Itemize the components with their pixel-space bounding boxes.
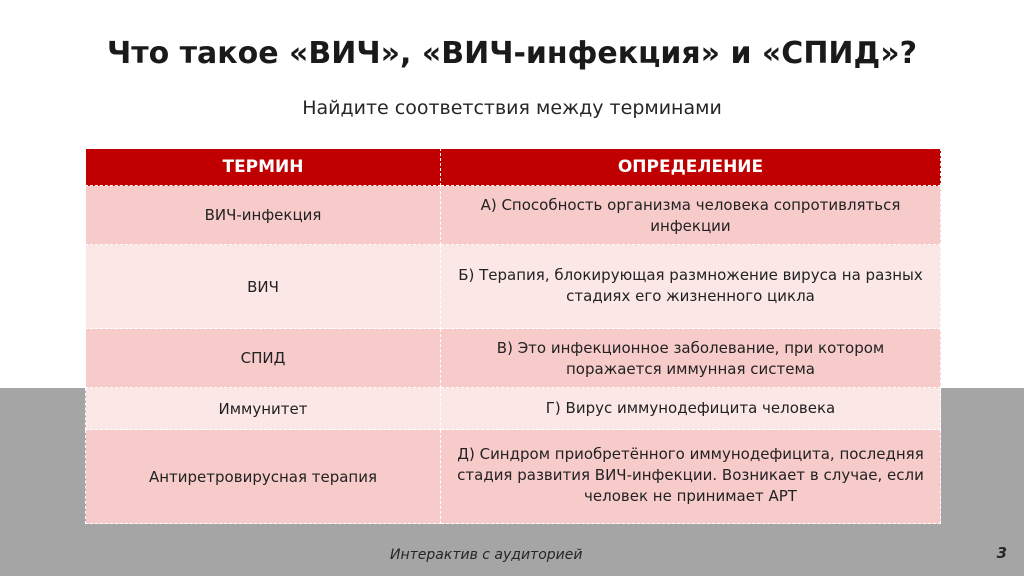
term-cell: ВИЧ-инфекция	[86, 186, 441, 245]
slide-title: Что такое «ВИЧ», «ВИЧ-инфекция» и «СПИД»?	[106, 36, 918, 71]
header-definition: ОПРЕДЕЛЕНИЕ	[441, 149, 941, 186]
table-row	[86, 245, 941, 329]
header-term: ТЕРМИН	[86, 149, 441, 186]
matching-table	[85, 148, 941, 524]
term-cell: СПИД	[86, 329, 441, 388]
term-cell: ВИЧ	[86, 245, 441, 329]
term-cell: Иммунитет	[86, 388, 441, 430]
slide-subtitle: Найдите соответствия между терминами	[302, 97, 722, 119]
footer-text: Интерактив с аудиторией	[390, 547, 583, 563]
definition-cell: Д) Синдром приобретённого иммунодефицита, последняя стадия развития ВИЧ-инфекции. Возникает в случае, если человек не принимает АРТ	[441, 430, 941, 524]
table-row	[86, 430, 941, 524]
table-row	[86, 388, 941, 430]
definition-cell: В) Это инфекционное заболевание, при котором поражается иммунная система	[441, 329, 941, 388]
table-row	[86, 329, 941, 388]
table-row	[86, 186, 941, 245]
definition-cell: Б) Терапия, блокирующая размножение вируса на разных стадиях его жизненного цикла	[441, 245, 941, 329]
page-number: 3	[996, 544, 1007, 562]
table-header-row	[86, 149, 941, 186]
definition-cell: А) Способность организма человека сопротивляться инфекции	[441, 186, 941, 245]
term-cell: Антиретровирусная терапия	[86, 430, 441, 524]
definition-cell: Г) Вирус иммунодефицита человека	[441, 388, 941, 430]
